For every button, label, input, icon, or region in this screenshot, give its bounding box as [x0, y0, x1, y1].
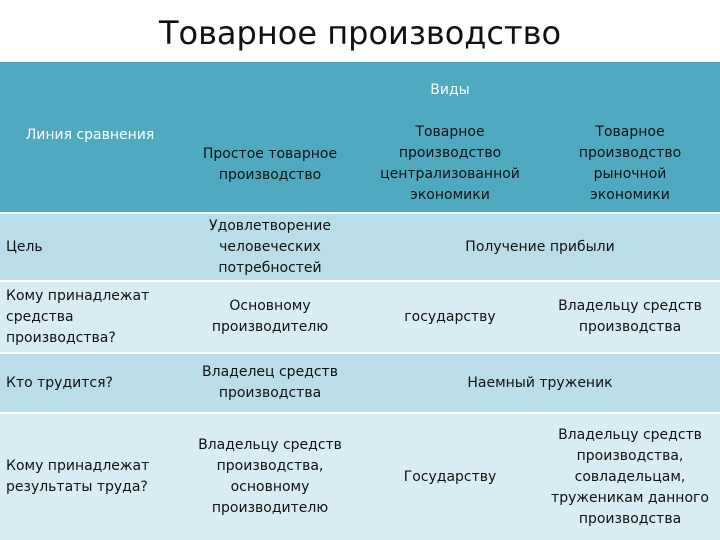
row-owners-means-market: Владельцу средств производства [540, 280, 720, 352]
row-who-works-merged: Наемный труженик [360, 352, 720, 412]
header-market: Товарное производство рыночной экономики [578, 124, 682, 203]
row-label-owners-means: Кому принадлежат средства производства? [0, 280, 180, 352]
row-results-owner-simple: Владельцу средств производства, основному производителю [180, 412, 360, 540]
row-label-results-owner: Кому принадлежат результаты труда? [0, 412, 180, 540]
page-title: Товарное производство [158, 14, 562, 52]
row-label-who-works: Кто трудится? [0, 352, 180, 412]
header-types: Виды [430, 81, 470, 98]
row-results-owner-market: Владельцу средств производства, совладельцам, труженикам данного производства [540, 412, 720, 540]
header-simple: Простое товарное производство [202, 146, 338, 183]
row-owners-means-simple: Основному производителю [180, 280, 360, 352]
row-who-works-simple: Владелец средств производства [180, 352, 360, 412]
row-label-goal: Цель [0, 212, 180, 280]
header-comparison-line: Линия сравнения [25, 126, 155, 143]
header-centralized: Товарное производство централизованной экономики [380, 124, 520, 203]
row-results-owner-centralized: Государству [360, 412, 540, 540]
row-goal-simple: Удовлетворение человеческих потребностей [180, 212, 360, 280]
row-goal-merged: Получение прибыли [360, 212, 720, 280]
row-owners-means-centralized: государству [360, 280, 540, 352]
